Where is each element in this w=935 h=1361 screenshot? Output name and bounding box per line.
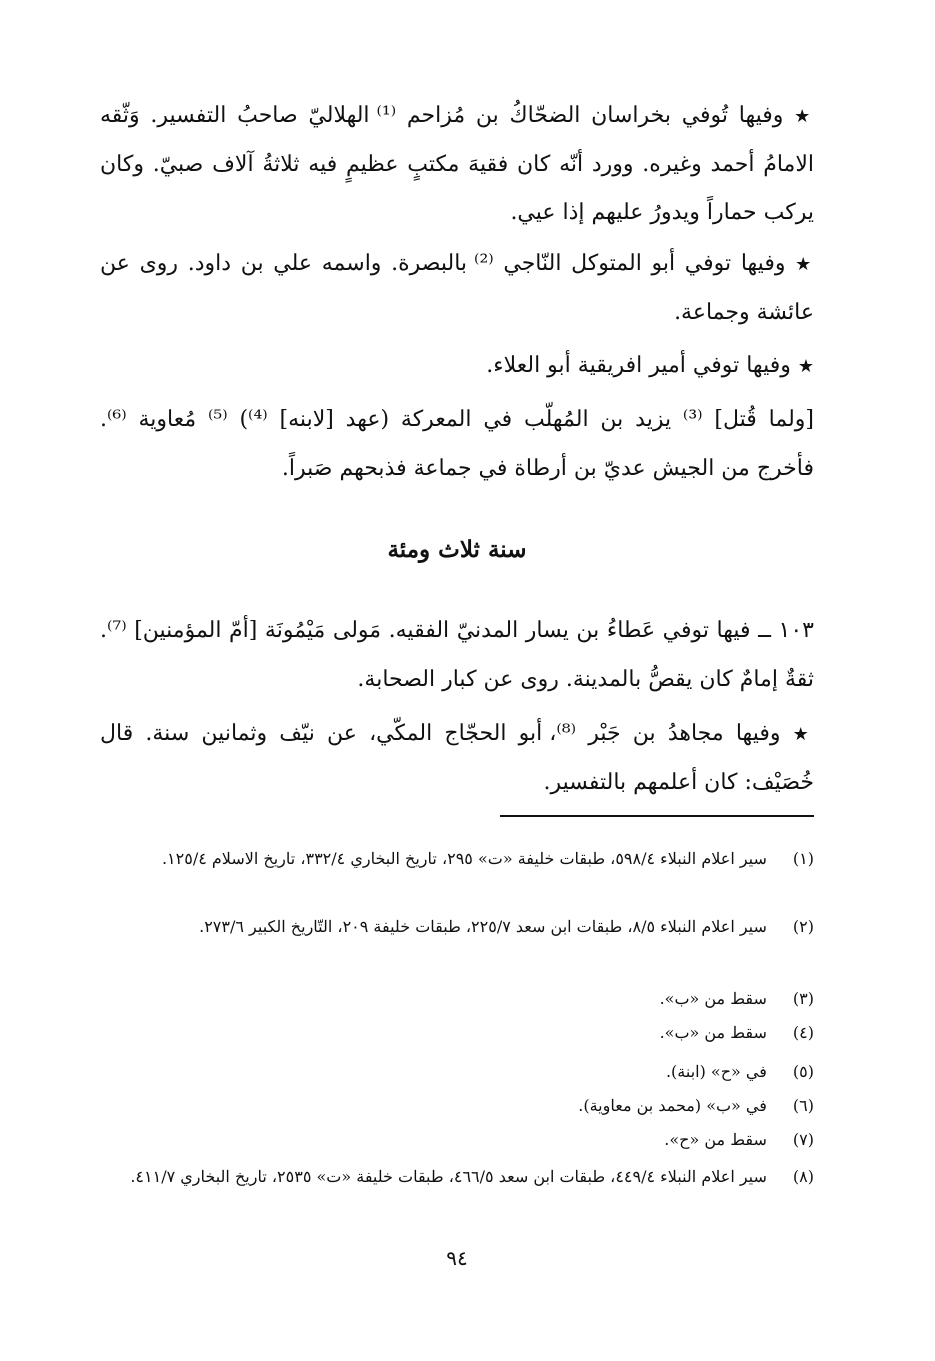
footnote-text: سقط من «ح». [664, 1130, 767, 1149]
star-marker: ★ [797, 356, 814, 377]
footnote-text: في «ح» (ابنة). [665, 1062, 767, 1081]
star-marker: ★ [795, 254, 815, 275]
paragraph-abu-mutawakkil [100, 240, 814, 337]
paragraph-text: ١٠٣ ــ فيها توفي عَطاءُ بن يسار المدنيّ الفقيه. مَولى مَيْمُونَة [أمّ المؤمنين] ⁽⁷⁾. ثقةٌ إمامٌ كان يقصُّ بالمدينة. روى عن كبار الصحابة. [100, 618, 814, 692]
footnote-number: (٧) [792, 1130, 814, 1149]
star-marker: ★ [792, 724, 814, 745]
footnote-number: (٢) [792, 917, 814, 936]
page-number: ٩٤ [446, 1246, 468, 1270]
footnote-2 [100, 910, 814, 944]
star-marker: ★ [794, 106, 814, 127]
paragraph-text: وفيها مجاهدُ بن جَبْر ⁽⁸⁾، أبو الحجّاج المكّي، عن نيّف وثمانين سنة. قال خُصَيْف: كان أعلمهم بالتفسير. [100, 721, 814, 795]
paragraph-text: وفيها توفي أبو المتوكل النّاجي ⁽²⁾ بالبصرة. واسمه علي بن داود. روى عن عائشة وجماعة. [100, 251, 814, 325]
footnote-number: (٥) [792, 1062, 814, 1081]
footnote-7 [100, 1123, 814, 1157]
paragraph-mujahid [100, 710, 814, 807]
footnote-5 [100, 1055, 814, 1089]
paragraph-text: وفيها تُوفي بخراسان الضحّاكُ بن مُزاحم ⁽¹⁾ الهلاليّ صاحبُ التفسير. وَثّقه الامامُ أحمد وغيره. وورد أنّه كان فقيهَ مكتبٍ عظيمٍ فيه ثلاثةُ آلاف صبيّ. وكان يركب حماراً ويدورُ عليهم إذا عيي. [100, 103, 814, 225]
footnote-text: سقط من «ب». [659, 1023, 767, 1042]
footnote-text: سير اعلام النبلاء ٥٩٨/٤، طبقات خليفة «ت» ٢٩٥، تاريخ البخاري ٣٣٢/٤، تاريخ الاسلام ١٢٥/٤. [161, 849, 767, 868]
footnote-number: (٣) [792, 989, 814, 1008]
footnote-text: سير اعلام النبلاء ٤٤٩/٤، طبقات ابن سعد ٤٦٦/٥، طبقات خليفة «ت» ٢٥٣٥، تاريخ البخاري ٤١١/٧. [130, 1167, 767, 1186]
section-heading: سنة ثلاث ومئة [387, 536, 527, 563]
paragraph-ata-ibn-yasar [100, 607, 814, 704]
paragraph-dahhak [100, 92, 814, 237]
footnote-1 [100, 842, 814, 876]
footnote-number: (٦) [792, 1096, 814, 1115]
paragraph-text: [ولما قُتل] ⁽³⁾ يزيد بن المُهلّب في المعركة (عهد [لابنه] ⁽⁴⁾) ⁽⁵⁾ مُعاوية ⁽⁶⁾. فأخرج من الجيش عديّ بن أرطاة في جماعة فذبحهم صَبراً. [100, 407, 815, 481]
footnote-number: (٤) [792, 1023, 814, 1042]
paragraph-text: وفيها توفي أمير افريقية أبو العلاء. [486, 353, 791, 378]
footnote-text: سير اعلام النبلاء ٨/٥، طبقات ابن سعد ٢٢٥/٧، طبقات خليفة ٢٠٩، التّاريخ الكبير ٢٧٣/٦. [199, 917, 767, 936]
footnote-text: سقط من «ب». [659, 989, 767, 1008]
footnote-4 [100, 1016, 814, 1050]
footnote-number: (١) [792, 849, 814, 868]
footnote-text: في «ب» (محمد بن معاوية). [578, 1096, 767, 1115]
footnote-divider [500, 815, 814, 817]
footnote-number: (٨) [792, 1167, 814, 1186]
footnote-6 [100, 1089, 814, 1123]
paragraph-yazid-muhallab [100, 396, 814, 493]
footnote-3 [100, 982, 814, 1016]
paragraph-ifriqiya-amir [100, 342, 814, 391]
footnote-8 [100, 1160, 814, 1194]
